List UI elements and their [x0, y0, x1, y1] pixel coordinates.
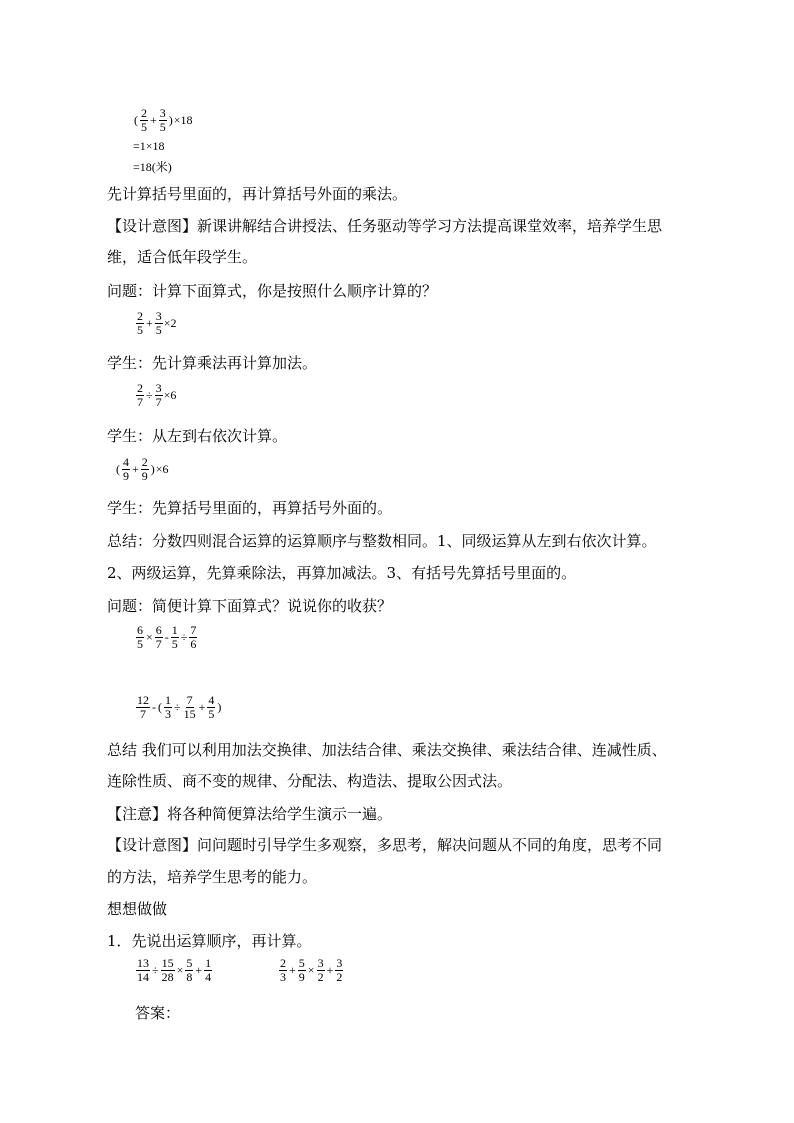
section-heading: 想想做做 [107, 900, 168, 918]
paren-left: ( [116, 462, 120, 476]
fraction: $\frac{15}{28}$ [161, 956, 174, 984]
operator: ÷ [146, 388, 153, 402]
summary-2b: 连除性质、商不变的规律、分配法、构造法、提取公因式法。 [107, 772, 513, 790]
summary-1b: 2、两级运算，先算乘除法，再算加减法。3、有括号先算括号里面的。 [107, 564, 577, 582]
operator: + [326, 963, 334, 977]
exercise-1: 1．先说出运算顺序，再计算。 [107, 932, 312, 950]
design-intent-1b: 维，适合低年段学生。 [107, 248, 258, 266]
expression-tail: ×18 [173, 113, 193, 127]
design-intent-1a: 【设计意图】新课讲解结合讲授法、任务驱动等学习方法提高课堂效率，培养学生思 [107, 217, 663, 235]
operator: × [176, 963, 184, 977]
question-2: 问题：简便计算下面算式？说说你的收获？ [107, 597, 393, 615]
fraction: $\frac{13}{14}$ [137, 956, 149, 984]
fraction: $\frac{1}{4}$ [205, 956, 212, 984]
operator: + [150, 113, 157, 127]
paren-right: ) [217, 700, 222, 714]
fraction: $\frac{5}{8}$ [186, 956, 193, 984]
fraction: $\frac{3}{7}$ [155, 381, 162, 409]
operator: × [307, 963, 315, 977]
fraction: $\frac{7}{6}$ [190, 623, 197, 651]
fraction: $\frac{2}{5}$ [137, 309, 143, 337]
expression-4 [135, 624, 198, 651]
paren-right: ) [150, 462, 155, 476]
fraction: $\frac{6}{5}$ [137, 623, 143, 651]
design-intent-2b: 的方法，培养学生思考的能力。 [107, 868, 318, 886]
fraction: $\frac{3}{2}$ [317, 956, 324, 984]
operator: ÷ [174, 700, 181, 714]
operator: ÷ [180, 630, 188, 644]
calc-line-3: =18(米) [133, 160, 172, 174]
student-answer-1: 学生：先计算乘法再计算加法。 [107, 354, 318, 372]
expression-2 [135, 382, 176, 409]
fraction: $\frac{2}{7}$ [137, 381, 143, 409]
fraction: $\frac{7}{15}$ [183, 693, 196, 721]
expression-7 [278, 957, 344, 984]
note: 【注意】将各种简便算法给学生演示一遍。 [107, 805, 393, 823]
expression-5 [135, 694, 222, 721]
paren-left: ( [158, 700, 162, 714]
design-intent-2a: 【设计意图】问问题时引导学生多观察，多思考，解决问题从不同的角度，思考不同 [107, 836, 663, 854]
fraction: $\frac{2}{9}$ [141, 455, 148, 483]
expression-6 [135, 957, 213, 984]
operator: - [164, 630, 169, 644]
calc-line-2: =1×18 [133, 139, 165, 153]
fraction: $\frac{4}{9}$ [123, 455, 129, 483]
expression-1 [135, 310, 177, 337]
fraction: $\frac{6}{7}$ [155, 623, 162, 651]
expression-tail: ×6 [155, 462, 169, 476]
fraction: $\frac{2}{3}$ [280, 956, 286, 984]
summary-2a: 总结 我们可以利用加法交换律、加法结合律、乘法交换律、乘法结合律、连减性质、 [107, 741, 667, 759]
summary-1a: 总结：分数四则混合运算的运算顺序与整数相同。1、同级运算从左到右依次计算。 [107, 532, 657, 550]
top-expression [133, 107, 193, 134]
expression-tail: ×2 [163, 316, 177, 330]
student-answer-3: 学生：先算括号里面的，再算括号外面的。 [107, 499, 393, 517]
expression-tail: ×6 [163, 388, 177, 402]
fraction: $\frac{1}{5}$ [171, 623, 178, 651]
fraction: $\frac{3}{5}$ [159, 106, 166, 134]
fraction: $\frac{4}{5}$ [208, 693, 215, 721]
operator: + [146, 316, 153, 330]
fraction: $\frac{2}{5}$ [141, 106, 147, 134]
question-1: 问题：计算下面算式，你是按照什么顺序计算的？ [107, 282, 438, 300]
paren-right: ) [168, 113, 173, 127]
fraction: $\frac{3}{2}$ [336, 956, 343, 984]
paragraph-1: 先计算括号里面的，再计算括号外面的乘法。 [107, 185, 408, 203]
paren-left: ( [134, 113, 138, 127]
operator: + [198, 700, 206, 714]
operator: + [289, 963, 296, 977]
operator: × [146, 630, 153, 644]
operator: ÷ [152, 963, 159, 977]
student-answer-2: 学生：从左到右依次计算。 [107, 427, 288, 445]
operator: + [195, 963, 203, 977]
fraction: $\frac{1}{3}$ [165, 693, 171, 721]
answer-label: 答案： [135, 1004, 181, 1022]
fraction: $\frac{5}{9}$ [298, 956, 305, 984]
fraction: $\frac{12}{7}$ [137, 693, 149, 721]
operator: - [152, 700, 156, 714]
operator: + [132, 462, 139, 476]
fraction: $\frac{3}{5}$ [155, 309, 162, 337]
expression-3 [115, 456, 169, 483]
